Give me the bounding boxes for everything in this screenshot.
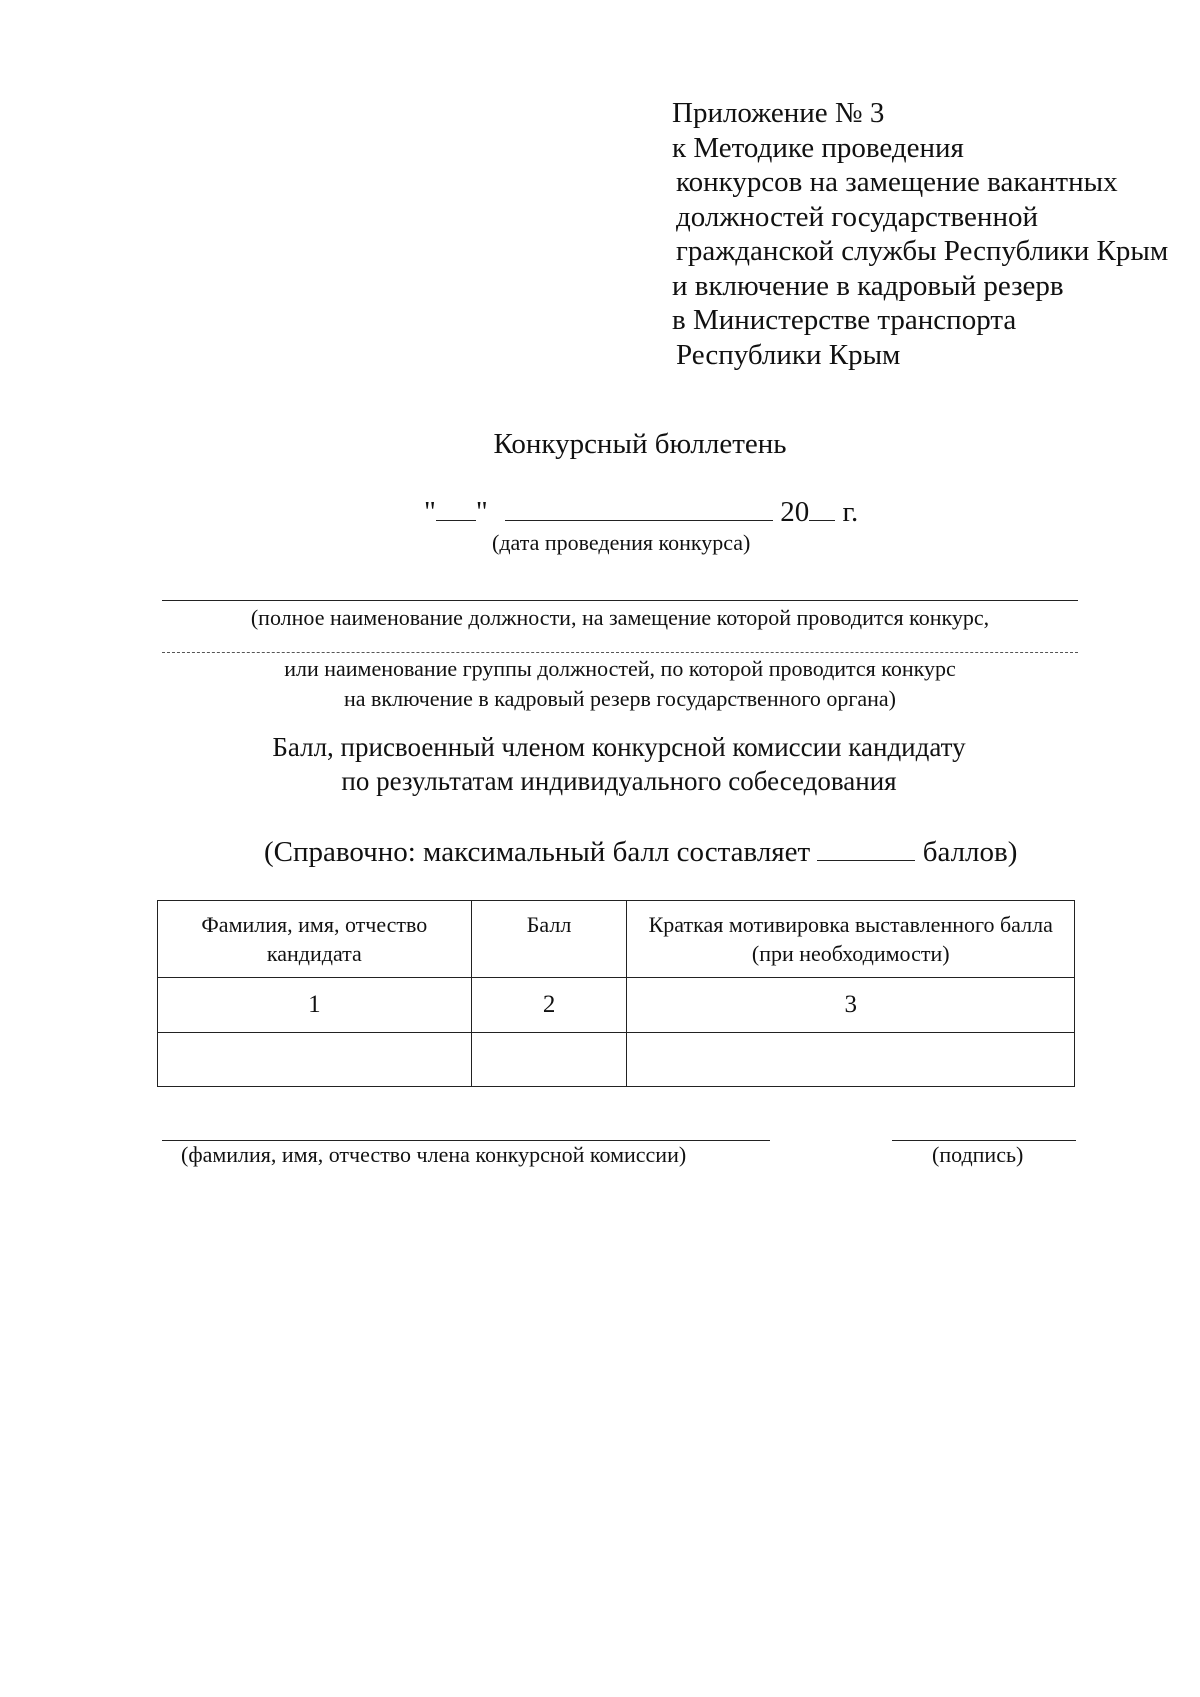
appendix-line: Приложение № 3 — [672, 97, 885, 129]
day-blank[interactable] — [436, 494, 476, 521]
table-header-row — [158, 901, 1075, 978]
date-caption: (дата проведения конкурса) — [492, 530, 751, 555]
candidate-name-cell[interactable] — [158, 1033, 472, 1087]
table-row — [158, 1033, 1075, 1087]
score-heading-line: Балл, присвоенный членом конкурсной комиссии кандидату — [272, 732, 966, 762]
score-heading-line: по результатам индивидуального собеседования — [341, 766, 897, 796]
column-header-motivation: Краткая мотивировка выставленного балла (при необходимости) — [627, 901, 1075, 978]
position-caption: или наименование группы должностей, по которой проводится конкурс — [284, 656, 956, 681]
signature-caption: (подпись) — [932, 1142, 1024, 1167]
table-number-row — [158, 978, 1075, 1033]
appendix-block — [672, 96, 1168, 372]
position-line[interactable] — [162, 600, 1078, 601]
column-number: 2 — [471, 978, 627, 1033]
max-score-blank[interactable] — [817, 834, 915, 861]
page-title: Конкурсный бюллетень — [493, 428, 787, 460]
month-blank[interactable] — [505, 494, 773, 521]
year-prefix: 20 — [780, 496, 810, 528]
appendix-line: к Методике проведения — [672, 131, 964, 164]
signature-line[interactable] — [892, 1140, 1076, 1141]
date-line — [424, 494, 858, 529]
appendix-line: должностей государственной — [676, 200, 1038, 233]
appendix-line: Республики Крым — [676, 338, 901, 371]
appendix-line: гражданской службы Республики Крым — [676, 235, 1169, 267]
score-cell[interactable] — [471, 1033, 627, 1087]
appendix-line: конкурсов на замещение вакантных — [676, 166, 1118, 198]
position-group-line[interactable] — [162, 652, 1078, 653]
column-header-candidate: Фамилия, имя, отчество кандидата — [158, 901, 472, 978]
year-suffix: г. — [842, 496, 859, 528]
year-blank[interactable] — [809, 494, 835, 521]
column-number: 1 — [158, 978, 472, 1033]
reference-line — [264, 834, 1017, 869]
date-open-quote: " — [424, 496, 436, 528]
column-number: 3 — [627, 978, 1075, 1033]
column-header-score: Балл — [471, 901, 627, 978]
commission-member-caption: (фамилия, имя, отчество члена конкурсной комиссии) — [181, 1142, 687, 1167]
date-close-quote: " — [475, 496, 488, 528]
commission-member-name-line[interactable] — [162, 1140, 770, 1141]
position-caption: на включение в кадровый резерв государственного органа) — [344, 686, 896, 711]
appendix-line: в Министерстве транспорта — [672, 304, 1017, 336]
motivation-cell[interactable] — [627, 1033, 1075, 1087]
reference-suffix: баллов) — [922, 836, 1018, 868]
score-heading — [160, 730, 1078, 798]
reference-prefix: (Справочно: максимальный балл составляет — [264, 836, 811, 868]
score-table — [157, 900, 1075, 1087]
position-caption: (полное наименование должности, на замещение которой проводится конкурс, — [250, 605, 990, 630]
appendix-line: и включение в кадровый резерв — [672, 269, 1064, 302]
